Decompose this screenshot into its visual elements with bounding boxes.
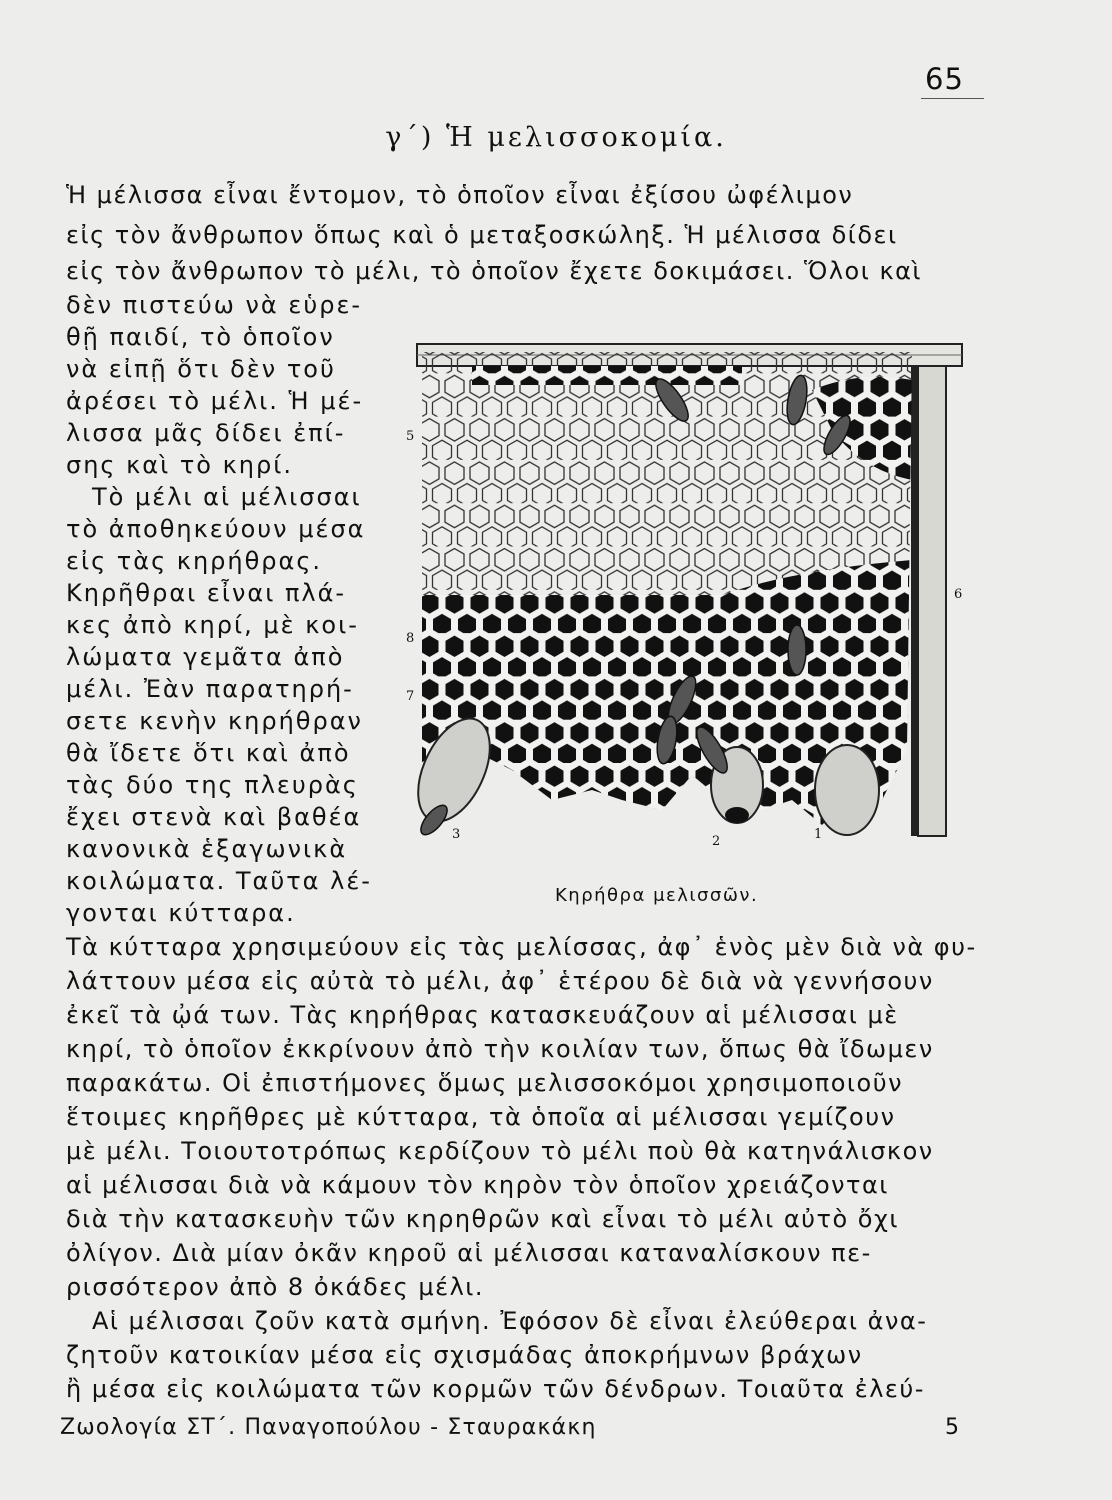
figure-caption: Κηρήθρα μελισσῶν.: [555, 885, 759, 906]
text-line: Αἱ μέλισσαι ζοῦν κατὰ σμήνη. Ἐφόσον δὲ εἶναι ἐλεύθεραι ἀνα-: [92, 1307, 928, 1335]
text-line: σετε κενὴν κηρήθραν: [66, 707, 363, 735]
text-line: αἱ μέλισσαι διὰ νὰ κάμουν τὸν κηρὸν τὸν ὁποῖον χρειάζονται: [66, 1171, 889, 1199]
text-line: Κηρῆθραι εἶναι πλά-: [66, 579, 347, 607]
figure-label: 3: [452, 827, 461, 842]
text-line: ἕτοιμες κηρῆθρες μὲ κύτταρα, τὰ ὁποῖα αἱ μέλισσαι γεμίζουν: [66, 1103, 896, 1131]
footer-signature-number: 5: [945, 1415, 959, 1440]
text-line: θῇ παιδί, τὸ ὁποῖον: [66, 323, 335, 351]
text-line: θὰ ἴδετε ὅτι καὶ ἀπὸ: [66, 739, 351, 767]
text-line: διὰ τὴν κατασκευὴν τῶν κηρηθρῶν καὶ εἶναι τὸ μέλι αὐτὸ ὄχι: [66, 1205, 899, 1233]
figure-label: 8: [406, 631, 415, 646]
figure-label: 5: [406, 429, 415, 444]
text-line: ρισσότερον ἀπὸ 8 ὀκάδες μέλι.: [66, 1273, 485, 1301]
text-line: γονται κύτταρα.: [66, 899, 296, 927]
text-line: Τὸ μέλι αἱ μέλισσαι: [92, 483, 362, 511]
text-line: μέλι. Ἐὰν παρατηρή-: [66, 675, 354, 703]
text-line: ἢ μέσα εἰς κοιλώματα τῶν κορμῶν τῶν δένδρων. Τοιαῦτα ἐλεύ-: [66, 1375, 925, 1403]
text-line: ἔχει στενὰ καὶ βαθέα: [66, 803, 362, 831]
text-line: κοιλώματα. Ταῦτα λέ-: [66, 867, 372, 895]
text-line: Τὰ κύτταρα χρησιμεύουν εἰς τὰς μελίσσας, ἀφ᾽ ἑνὸς μὲν διὰ νὰ φυ-: [66, 933, 977, 961]
figure-label: 2: [712, 834, 721, 849]
text-line: εἰς τὰς κηρήθρας.: [66, 547, 323, 575]
text-line: τὰς δύο της πλευρὰς: [66, 771, 359, 799]
text-line: εἰς τὸν ἄνθρωπον ὅπως καὶ ὁ μεταξοσκώληξ. Ἡ μέλισσα δίδει: [66, 221, 898, 249]
text-line: λισσα μᾶς δίδει ἐπί-: [66, 419, 346, 447]
text-line: λάττουν μέσα εἰς αὐτὰ τὸ μέλι, ἀφ᾽ ἑτέρου δὲ διὰ νὰ γεννήσουν: [66, 967, 934, 995]
text-line: σης καὶ τὸ κηρί.: [66, 451, 293, 479]
text-line: κανονικὰ ἑξαγωνικὰ: [66, 835, 348, 863]
text-line: νὰ εἰπῇ ὅτι δὲν τοῦ: [66, 355, 336, 383]
text-line: κες ἀπὸ κηρί, μὲ κοι-: [66, 611, 359, 639]
section-title: γ΄) Ἡ μελισσοκομία.: [385, 122, 727, 153]
text-line: τὸ ἀποθηκεύουν μέσα: [66, 515, 366, 543]
text-line: λώματα γεμᾶτα ἀπὸ: [66, 643, 345, 671]
figure-label: 6: [954, 587, 963, 602]
honeycomb-figure: [392, 330, 967, 860]
text-line: κηρί, τὸ ὁποῖον ἐκκρίνουν ἀπὸ τὴν κοιλίαν των, ὅπως θὰ ἴδωμεν: [66, 1035, 934, 1063]
text-line: ὀλίγον. Διὰ μίαν ὀκᾶν κηροῦ αἱ μέλισσαι καταναλίσκουν πε-: [66, 1239, 872, 1267]
text-line: μὲ μέλι. Τοιουτοτρόπως κερδίζουν τὸ μέλι ποὺ θὰ κατηνάλισκον: [66, 1137, 934, 1165]
text-line: δὲν πιστεύω νὰ εὑρε-: [66, 291, 363, 319]
figure-label: 7: [406, 689, 415, 704]
figure-label: 1: [814, 827, 823, 842]
text-line: παρακάτω. Οἱ ἐπιστήμονες ὅμως μελισσοκόμοι χρησιμοποιοῦν: [66, 1069, 903, 1097]
text-line: εἰς τὸν ἄνθρωπον τὸ μέλι, τὸ ὁποῖον ἔχετε δοκιμάσει. Ὅλοι καὶ: [66, 257, 923, 285]
page-number: 65: [925, 62, 964, 96]
text-line: ἀρέσει τὸ μέλι. Ἡ μέ-: [66, 387, 364, 415]
text-line: ἐκεῖ τὰ ᾠά των. Τὰς κηρήθρας κατασκευάζουν αἱ μέλισσαι μὲ: [66, 1001, 899, 1029]
text-line: ζητοῦν κατοικίαν μέσα εἰς σχισμάδας ἀποκρήμνων βράχων: [66, 1341, 863, 1369]
text-line: Ἡ μέλισσα εἶναι ἔντομον, τὸ ὁποῖον εἶναι ἐξίσου ὠφέλιμον: [66, 181, 854, 209]
footer-book-title: Ζωολογία ΣΤ΄. Παναγοπούλου - Σταυρακάκη: [60, 1415, 597, 1440]
